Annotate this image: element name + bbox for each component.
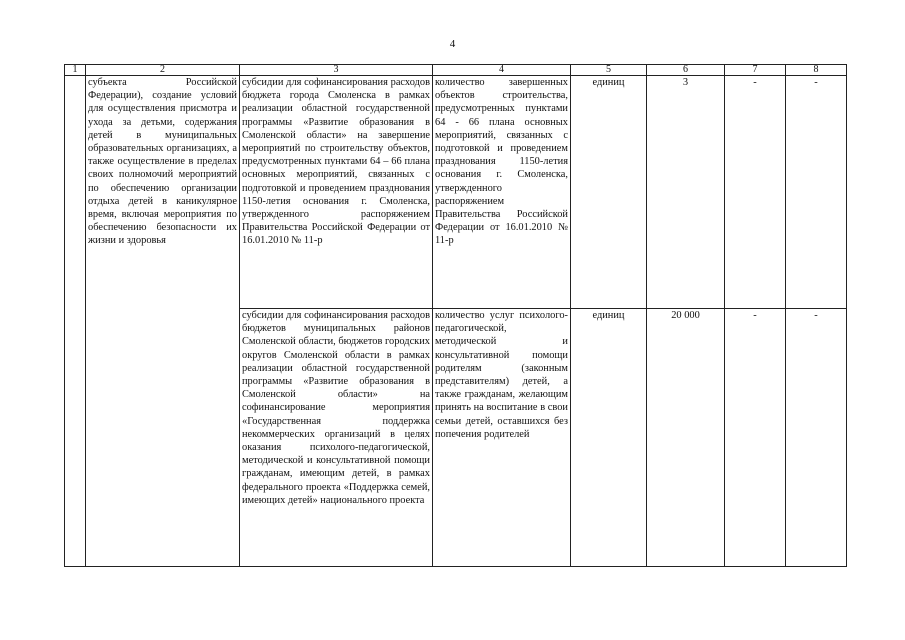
table-header-row (65, 65, 847, 76)
unit-cell: единиц (571, 76, 647, 309)
table-row (65, 76, 847, 309)
header-cell: 5 (571, 65, 647, 76)
value-cell: - (786, 76, 847, 309)
value-cell: - (786, 309, 847, 567)
header-cell: 7 (725, 65, 786, 76)
unit-cell: единиц (571, 309, 647, 567)
value-cell: 3 (647, 76, 725, 309)
subsidy-description-cell: субсидии для софинансирования расходов бюджетов муниципальных районов Смоленской области, бюджетов городских округов Смоленской области в рамках реализации областной государственной программы «Развитие образования в Смоленской области» на софинансирование мероприятия «Государственная поддержка некоммерческих организаций в целях оказания психолого-педагогической, методической и консультативной помощи гражданам, имеющим детей, в рамках федерального проекта «Поддержка семей, имеющих детей» национального проекта (240, 309, 433, 567)
value-cell: - (725, 309, 786, 567)
header-cell: 1 (65, 65, 86, 76)
indicator-cell: количество завершенных объектов строительства, предусмотренных пунктами 64 - 66 плана основных мероприятий, связанных с подготовкой и проведением празднования 1150-летия основания г. Смоленска, утвержденного распоряжением Правительства Российской Федерации от 16.01.2010 № 11-р (433, 76, 571, 309)
measure-description-cell: субъекта Российской Федерации), создание условий для осуществления присмотра и ухода за детьми, содержания детей в муниципальных образовательных организациях, а также осуществление в пределах своих полномочий мероприятий по обеспечению организации отдыха детей в каникулярное время, включая мероприятия по обеспечению безопасности их жизни и здоровья (86, 76, 240, 567)
header-cell: 3 (240, 65, 433, 76)
value-cell: - (725, 76, 786, 309)
subsidy-description-cell: субсидии для софинансирования расходов бюджета города Смоленска в рамках реализации областной государственной программы «Развитие образования в Смоленской области» на завершение мероприятий по строительству объектов, предусмотренных пунктами 64 – 66 плана основных мероприятий, связанных с подготовкой и проведением празднования 1150-летия основания г. Смоленска, утвержденного распоряжением Правительства Российской Федерации от 16.01.2010 № 11-р (240, 76, 433, 309)
page-number: 4 (449, 38, 456, 50)
header-cell: 6 (647, 65, 725, 76)
value-cell: 20 000 (647, 309, 725, 567)
header-cell: 2 (86, 65, 240, 76)
header-cell: 8 (786, 65, 847, 76)
row-number-cell (65, 76, 86, 567)
document-table (64, 64, 847, 567)
header-cell: 4 (433, 65, 571, 76)
indicator-cell: количество услуг психолого-педагогической, методической и консультативной помощи родителям (законным представителям) детей, а также гражданам, желающим принять на воспитание в свои семьи детей, оставшихся без попечения родителей (433, 309, 571, 567)
